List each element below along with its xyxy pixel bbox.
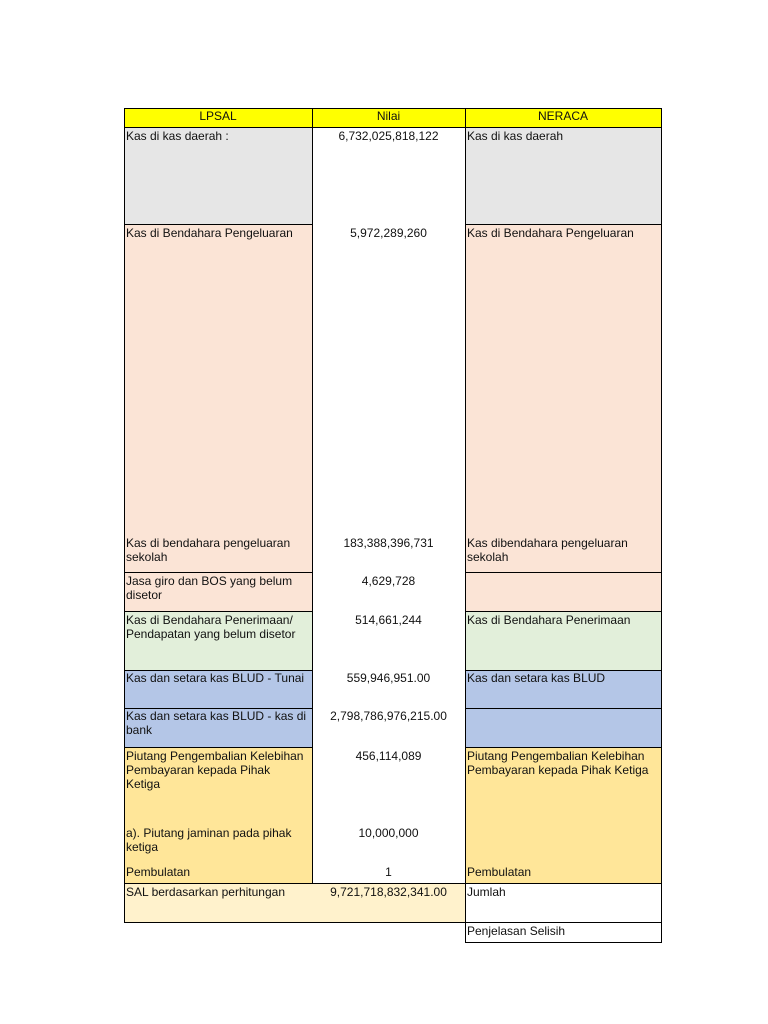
grid-line <box>465 108 466 943</box>
kas-daerah-neraca: Kas di kas daerah <box>467 129 564 143</box>
piutang-jaminan-label: a). Piutang jaminan pada pihak ketiga <box>126 826 292 854</box>
grid-line <box>465 942 662 943</box>
grid-line <box>465 572 662 573</box>
header-neraca: NERACA <box>465 108 661 127</box>
pembulatan-neraca: Pembulatan <box>467 865 532 879</box>
pengeluaran-neraca: Kas di Bendahara Pengeluaran <box>467 226 634 240</box>
kas-daerah-label: Kas di kas daerah : <box>126 129 229 143</box>
grid-line <box>465 747 662 748</box>
grid-line <box>124 708 312 709</box>
piutang-label: Piutang Pengembalian Kelebihan Pembayaran kepada Pihak Ketiga <box>126 749 304 791</box>
kas-daerah-value: 6,732,025,818,122 <box>338 129 439 143</box>
grid-line <box>465 670 662 671</box>
grid-line <box>465 611 662 612</box>
grid-line <box>124 108 125 923</box>
pembulatan-label: Pembulatan <box>126 865 191 879</box>
sekolah-label: Kas di bendahara pengeluaran sekolah <box>126 536 291 564</box>
grid-line <box>124 670 312 671</box>
header-lpsal: LPSAL <box>124 108 312 127</box>
blud-tunai-value: 559,946,951.00 <box>346 671 431 685</box>
grid-line <box>465 224 662 225</box>
penjelasan-selisih-label: Penjelasan Selisih <box>467 924 566 938</box>
pengeluaran-value: 5,972,289,260 <box>350 226 427 240</box>
grid-line <box>465 708 662 709</box>
header-nilai: Nilai <box>312 108 465 127</box>
grid-line <box>124 922 662 923</box>
grid-line <box>124 572 312 573</box>
sekolah-value: 183,388,396,731 <box>343 536 434 550</box>
grid-line <box>124 127 662 128</box>
grid-line <box>124 224 312 225</box>
grid-line <box>312 108 313 884</box>
penerimaan-label: Kas di Bendahara Penerimaan/ Pendapatan yang belum disetor <box>126 613 296 641</box>
pembulatan-value: 1 <box>385 865 392 879</box>
grid-line <box>124 883 662 884</box>
sekolah-neraca: Kas dibendahara pengeluaran sekolah <box>467 536 628 564</box>
pengeluaran-label: Kas di Bendahara Pengeluaran <box>126 226 293 240</box>
blud-tunai-label: Kas dan setara kas BLUD - Tunai <box>126 671 305 685</box>
piutang-jaminan-value: 10,000,000 <box>358 826 419 840</box>
penerimaan-value: 514,661,244 <box>355 613 422 627</box>
grid-line <box>124 747 312 748</box>
blud-tunai-neraca: Kas dan setara kas BLUD <box>467 671 606 685</box>
blud-bank-value: 2,798,786,976,215.00 <box>330 709 447 723</box>
jasa-giro-label: Jasa giro dan BOS yang belum disetor <box>126 574 293 602</box>
jasa-giro-value: 4,629,728 <box>361 574 416 588</box>
sal-label: SAL berdasarkan perhitungan <box>126 885 285 899</box>
sal-value: 9,721,718,832,341.00 <box>330 885 447 899</box>
blud-bank-label: Kas dan setara kas BLUD - kas di bank <box>126 709 307 737</box>
grid-line <box>124 108 662 109</box>
piutang-neraca: Piutang Pengembalian Kelebihan Pembayaran kepada Pihak Ketiga <box>467 749 649 777</box>
grid-line <box>124 611 312 612</box>
grid-line <box>661 108 662 943</box>
penerimaan-neraca: Kas di Bendahara Penerimaan <box>467 613 631 627</box>
piutang-value: 456,114,089 <box>355 749 422 763</box>
jumlah-label: Jumlah <box>467 885 506 899</box>
